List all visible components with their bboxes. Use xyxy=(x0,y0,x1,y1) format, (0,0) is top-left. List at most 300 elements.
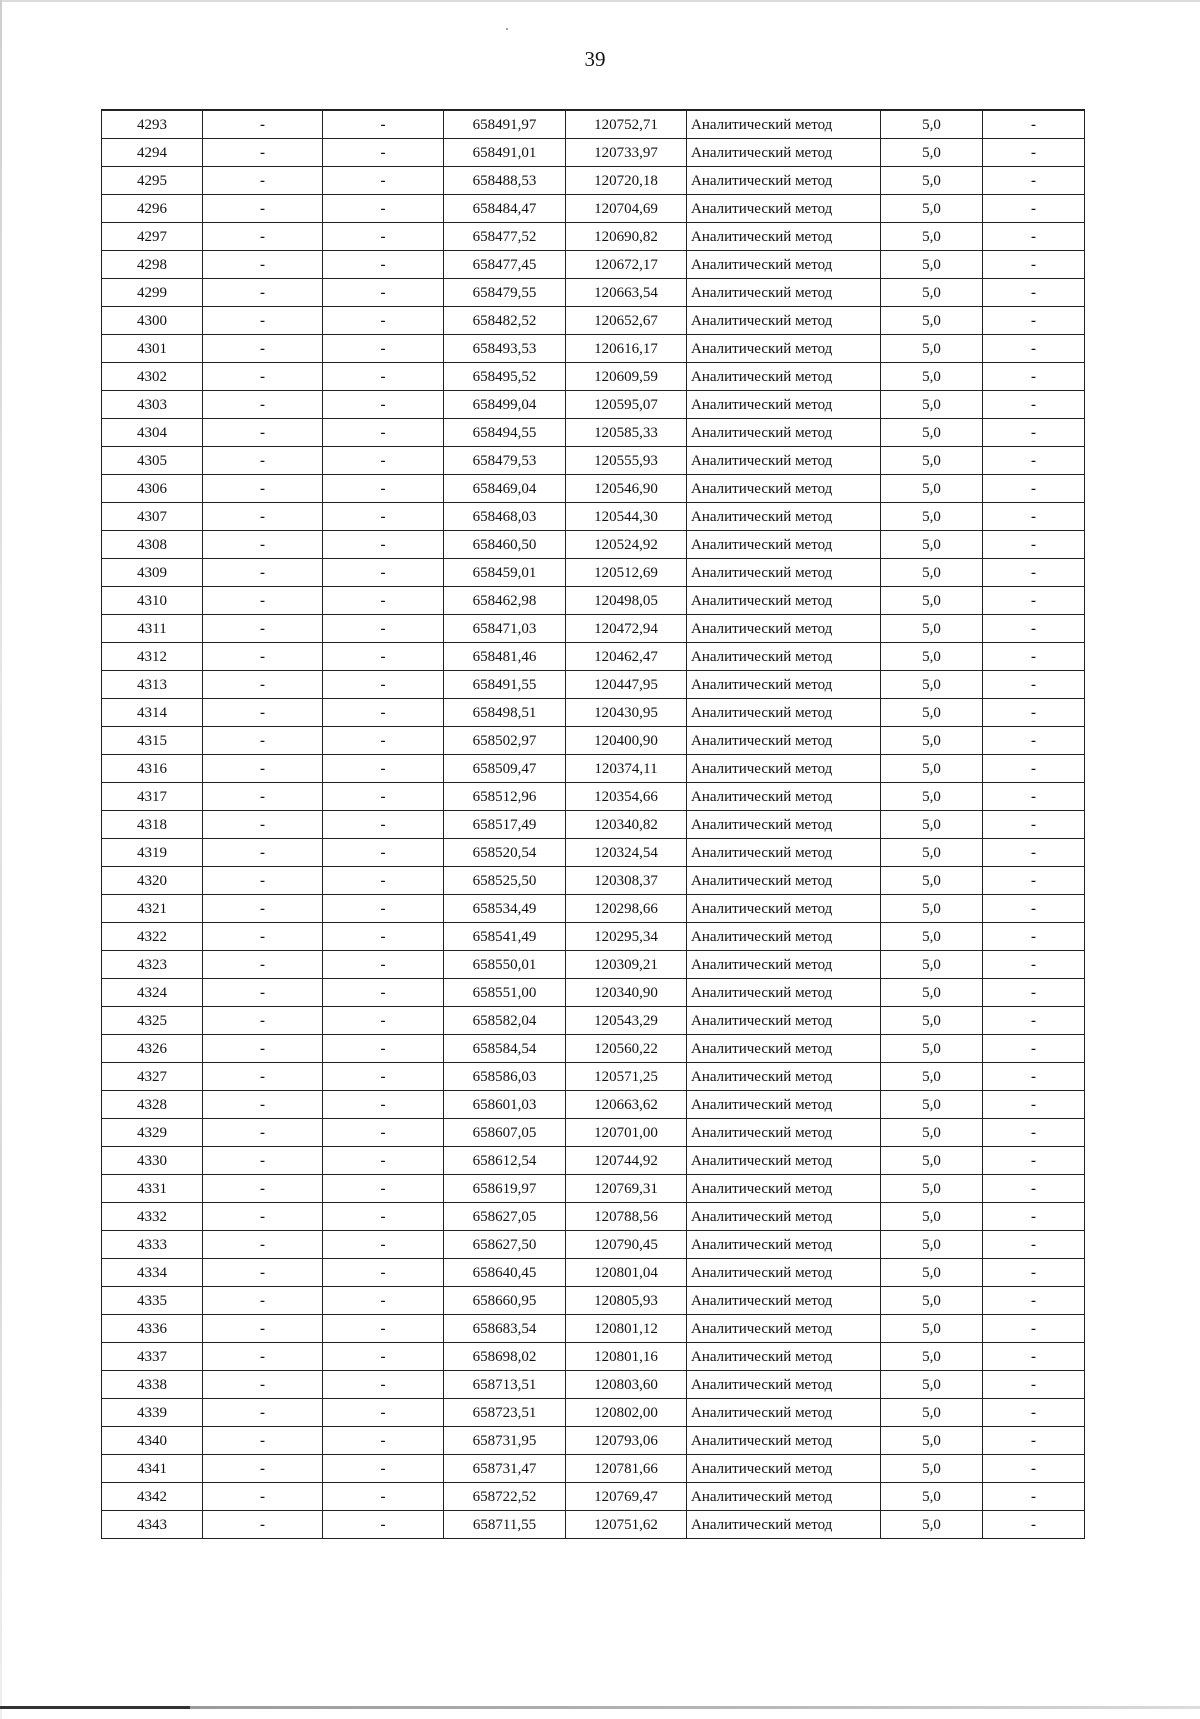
dash-cell-c: - xyxy=(983,867,1085,895)
x-coordinate-cell: 658550,01 xyxy=(444,951,566,979)
x-coordinate-cell: 658459,01 xyxy=(444,559,566,587)
dash-cell-a: - xyxy=(203,110,323,139)
table-row xyxy=(102,167,1085,195)
accuracy-cell: 5,0 xyxy=(881,1147,983,1175)
point-number-cell: 4323 xyxy=(102,951,203,979)
accuracy-cell: 5,0 xyxy=(881,1091,983,1119)
dash-cell-b: - xyxy=(323,727,444,755)
dash-cell-c: - xyxy=(983,475,1085,503)
y-coordinate-cell: 120788,56 xyxy=(566,1203,687,1231)
dash-cell-b: - xyxy=(323,643,444,671)
table-row xyxy=(102,1371,1085,1399)
method-cell: Аналитический метод xyxy=(687,139,881,167)
point-number-cell: 4335 xyxy=(102,1287,203,1315)
dash-cell-c: - xyxy=(983,391,1085,419)
dash-cell-c: - xyxy=(983,531,1085,559)
dash-cell-b: - xyxy=(323,979,444,1007)
table-row xyxy=(102,1231,1085,1259)
dash-cell-c: - xyxy=(983,839,1085,867)
dash-cell-b: - xyxy=(323,1371,444,1399)
dash-cell-b: - xyxy=(323,1175,444,1203)
table-row xyxy=(102,195,1085,223)
x-coordinate-cell: 658517,49 xyxy=(444,811,566,839)
y-coordinate-cell: 120430,95 xyxy=(566,699,687,727)
point-number-cell: 4343 xyxy=(102,1511,203,1539)
x-coordinate-cell: 658491,55 xyxy=(444,671,566,699)
x-coordinate-cell: 658711,55 xyxy=(444,1511,566,1539)
point-number-cell: 4304 xyxy=(102,419,203,447)
accuracy-cell: 5,0 xyxy=(881,1371,983,1399)
table-row xyxy=(102,1007,1085,1035)
point-number-cell: 4294 xyxy=(102,139,203,167)
point-number-cell: 4309 xyxy=(102,559,203,587)
point-number-cell: 4305 xyxy=(102,447,203,475)
method-cell: Аналитический метод xyxy=(687,671,881,699)
method-cell: Аналитический метод xyxy=(687,1231,881,1259)
table-row xyxy=(102,1287,1085,1315)
dash-cell-c: - xyxy=(983,979,1085,1007)
x-coordinate-cell: 658584,54 xyxy=(444,1035,566,1063)
dash-cell-c: - xyxy=(983,1315,1085,1343)
method-cell: Аналитический метод xyxy=(687,727,881,755)
method-cell: Аналитический метод xyxy=(687,1175,881,1203)
accuracy-cell: 5,0 xyxy=(881,1287,983,1315)
dash-cell-a: - xyxy=(203,363,323,391)
table-row xyxy=(102,1427,1085,1455)
dash-cell-b: - xyxy=(323,419,444,447)
point-number-cell: 4334 xyxy=(102,1259,203,1287)
accuracy-cell: 5,0 xyxy=(881,1063,983,1091)
y-coordinate-cell: 120571,25 xyxy=(566,1063,687,1091)
y-coordinate-cell: 120701,00 xyxy=(566,1119,687,1147)
dash-cell-c: - xyxy=(983,195,1085,223)
y-coordinate-cell: 120512,69 xyxy=(566,559,687,587)
dash-cell-a: - xyxy=(203,1119,323,1147)
point-number-cell: 4328 xyxy=(102,1091,203,1119)
point-number-cell: 4322 xyxy=(102,923,203,951)
point-number-cell: 4332 xyxy=(102,1203,203,1231)
method-cell: Аналитический метод xyxy=(687,615,881,643)
accuracy-cell: 5,0 xyxy=(881,1203,983,1231)
method-cell: Аналитический метод xyxy=(687,643,881,671)
dash-cell-b: - xyxy=(323,1399,444,1427)
accuracy-cell: 5,0 xyxy=(881,279,983,307)
dash-cell-b: - xyxy=(323,923,444,951)
method-cell: Аналитический метод xyxy=(687,1315,881,1343)
method-cell: Аналитический метод xyxy=(687,195,881,223)
accuracy-cell: 5,0 xyxy=(881,559,983,587)
accuracy-cell: 5,0 xyxy=(881,1511,983,1539)
dash-cell-b: - xyxy=(323,1343,444,1371)
table-row xyxy=(102,1343,1085,1371)
dash-cell-b: - xyxy=(323,1231,444,1259)
dash-cell-c: - xyxy=(983,895,1085,923)
dash-cell-c: - xyxy=(983,447,1085,475)
method-cell: Аналитический метод xyxy=(687,1119,881,1147)
dash-cell-c: - xyxy=(983,503,1085,531)
dash-cell-c: - xyxy=(983,727,1085,755)
point-number-cell: 4308 xyxy=(102,531,203,559)
point-number-cell: 4303 xyxy=(102,391,203,419)
dash-cell-b: - xyxy=(323,1427,444,1455)
dash-cell-c: - xyxy=(983,279,1085,307)
accuracy-cell: 5,0 xyxy=(881,1259,983,1287)
table-row xyxy=(102,923,1085,951)
method-cell: Аналитический метод xyxy=(687,531,881,559)
dash-cell-b: - xyxy=(323,1007,444,1035)
dash-cell-a: - xyxy=(203,1007,323,1035)
accuracy-cell: 5,0 xyxy=(881,587,983,615)
x-coordinate-cell: 658586,03 xyxy=(444,1063,566,1091)
dash-cell-c: - xyxy=(983,1483,1085,1511)
dash-cell-b: - xyxy=(323,895,444,923)
x-coordinate-cell: 658509,47 xyxy=(444,755,566,783)
x-coordinate-cell: 658722,52 xyxy=(444,1483,566,1511)
dash-cell-b: - xyxy=(323,531,444,559)
table-row xyxy=(102,895,1085,923)
point-number-cell: 4315 xyxy=(102,727,203,755)
point-number-cell: 4313 xyxy=(102,671,203,699)
table-row xyxy=(102,811,1085,839)
dash-cell-c: - xyxy=(983,1259,1085,1287)
table-row xyxy=(102,1483,1085,1511)
x-coordinate-cell: 658484,47 xyxy=(444,195,566,223)
table-row xyxy=(102,503,1085,531)
method-cell: Аналитический метод xyxy=(687,335,881,363)
y-coordinate-cell: 120802,00 xyxy=(566,1399,687,1427)
accuracy-cell: 5,0 xyxy=(881,195,983,223)
table-row xyxy=(102,1399,1085,1427)
method-cell: Аналитический метод xyxy=(687,1091,881,1119)
dash-cell-a: - xyxy=(203,1091,323,1119)
dash-cell-b: - xyxy=(323,559,444,587)
dash-cell-a: - xyxy=(203,727,323,755)
accuracy-cell: 5,0 xyxy=(881,867,983,895)
dash-cell-a: - xyxy=(203,755,323,783)
dash-cell-c: - xyxy=(983,167,1085,195)
scan-edge-bottom xyxy=(0,1706,1200,1709)
dash-cell-c: - xyxy=(983,643,1085,671)
accuracy-cell: 5,0 xyxy=(881,110,983,139)
table-row xyxy=(102,559,1085,587)
method-cell: Аналитический метод xyxy=(687,1287,881,1315)
table-row xyxy=(102,335,1085,363)
y-coordinate-cell: 120744,92 xyxy=(566,1147,687,1175)
point-number-cell: 4299 xyxy=(102,279,203,307)
y-coordinate-cell: 120585,33 xyxy=(566,419,687,447)
x-coordinate-cell: 658723,51 xyxy=(444,1399,566,1427)
y-coordinate-cell: 120769,47 xyxy=(566,1483,687,1511)
method-cell: Аналитический метод xyxy=(687,307,881,335)
dash-cell-c: - xyxy=(983,559,1085,587)
method-cell: Аналитический метод xyxy=(687,895,881,923)
method-cell: Аналитический метод xyxy=(687,1455,881,1483)
dash-cell-c: - xyxy=(983,1007,1085,1035)
x-coordinate-cell: 658612,54 xyxy=(444,1147,566,1175)
dash-cell-a: - xyxy=(203,307,323,335)
dash-cell-a: - xyxy=(203,923,323,951)
dash-cell-a: - xyxy=(203,867,323,895)
dash-cell-b: - xyxy=(323,1315,444,1343)
x-coordinate-cell: 658479,53 xyxy=(444,447,566,475)
dash-cell-a: - xyxy=(203,1371,323,1399)
x-coordinate-cell: 658469,04 xyxy=(444,475,566,503)
table-row xyxy=(102,783,1085,811)
x-coordinate-cell: 658498,51 xyxy=(444,699,566,727)
y-coordinate-cell: 120690,82 xyxy=(566,223,687,251)
dash-cell-c: - xyxy=(983,1427,1085,1455)
point-number-cell: 4329 xyxy=(102,1119,203,1147)
dash-cell-c: - xyxy=(983,923,1085,951)
x-coordinate-cell: 658468,03 xyxy=(444,503,566,531)
method-cell: Аналитический метод xyxy=(687,1483,881,1511)
point-number-cell: 4320 xyxy=(102,867,203,895)
x-coordinate-cell: 658627,50 xyxy=(444,1231,566,1259)
y-coordinate-cell: 120793,06 xyxy=(566,1427,687,1455)
dash-cell-c: - xyxy=(983,783,1085,811)
dash-cell-b: - xyxy=(323,110,444,139)
accuracy-cell: 5,0 xyxy=(881,503,983,531)
point-number-cell: 4293 xyxy=(102,110,203,139)
dash-cell-a: - xyxy=(203,167,323,195)
method-cell: Аналитический метод xyxy=(687,559,881,587)
dash-cell-a: - xyxy=(203,587,323,615)
x-coordinate-cell: 658488,53 xyxy=(444,167,566,195)
table-row xyxy=(102,475,1085,503)
dash-cell-b: - xyxy=(323,951,444,979)
point-number-cell: 4336 xyxy=(102,1315,203,1343)
accuracy-cell: 5,0 xyxy=(881,335,983,363)
point-number-cell: 4325 xyxy=(102,1007,203,1035)
dash-cell-a: - xyxy=(203,783,323,811)
method-cell: Аналитический метод xyxy=(687,167,881,195)
method-cell: Аналитический метод xyxy=(687,755,881,783)
x-coordinate-cell: 658479,55 xyxy=(444,279,566,307)
accuracy-cell: 5,0 xyxy=(881,1315,983,1343)
y-coordinate-cell: 120609,59 xyxy=(566,363,687,391)
table-row xyxy=(102,671,1085,699)
accuracy-cell: 5,0 xyxy=(881,1455,983,1483)
dash-cell-b: - xyxy=(323,363,444,391)
accuracy-cell: 5,0 xyxy=(881,1007,983,1035)
point-number-cell: 4321 xyxy=(102,895,203,923)
table-row xyxy=(102,1035,1085,1063)
method-cell: Аналитический метод xyxy=(687,503,881,531)
y-coordinate-cell: 120803,60 xyxy=(566,1371,687,1399)
table-row xyxy=(102,1175,1085,1203)
dash-cell-b: - xyxy=(323,1091,444,1119)
table-row xyxy=(102,139,1085,167)
dash-cell-a: - xyxy=(203,811,323,839)
accuracy-cell: 5,0 xyxy=(881,1399,983,1427)
dash-cell-b: - xyxy=(323,1483,444,1511)
table-row xyxy=(102,587,1085,615)
dash-cell-c: - xyxy=(983,1399,1085,1427)
point-number-cell: 4300 xyxy=(102,307,203,335)
table-row xyxy=(102,1455,1085,1483)
accuracy-cell: 5,0 xyxy=(881,615,983,643)
dash-cell-b: - xyxy=(323,1455,444,1483)
dash-cell-c: - xyxy=(983,1343,1085,1371)
method-cell: Аналитический метод xyxy=(687,419,881,447)
point-number-cell: 4301 xyxy=(102,335,203,363)
x-coordinate-cell: 658493,53 xyxy=(444,335,566,363)
point-number-cell: 4339 xyxy=(102,1399,203,1427)
accuracy-cell: 5,0 xyxy=(881,979,983,1007)
table-row xyxy=(102,979,1085,1007)
dash-cell-b: - xyxy=(323,615,444,643)
method-cell: Аналитический метод xyxy=(687,979,881,1007)
y-coordinate-cell: 120595,07 xyxy=(566,391,687,419)
scan-edge-top xyxy=(0,0,1200,2)
table-row xyxy=(102,110,1085,139)
dash-cell-b: - xyxy=(323,1511,444,1539)
dash-cell-b: - xyxy=(323,447,444,475)
dash-cell-a: - xyxy=(203,419,323,447)
dash-cell-a: - xyxy=(203,391,323,419)
y-coordinate-cell: 120781,66 xyxy=(566,1455,687,1483)
dash-cell-b: - xyxy=(323,839,444,867)
dash-cell-b: - xyxy=(323,699,444,727)
dash-cell-a: - xyxy=(203,699,323,727)
accuracy-cell: 5,0 xyxy=(881,727,983,755)
dash-cell-c: - xyxy=(983,307,1085,335)
method-cell: Аналитический метод xyxy=(687,587,881,615)
accuracy-cell: 5,0 xyxy=(881,811,983,839)
dash-cell-a: - xyxy=(203,195,323,223)
dash-cell-c: - xyxy=(983,1455,1085,1483)
dash-cell-c: - xyxy=(983,1175,1085,1203)
point-number-cell: 4306 xyxy=(102,475,203,503)
accuracy-cell: 5,0 xyxy=(881,671,983,699)
dash-cell-a: - xyxy=(203,1427,323,1455)
dash-cell-c: - xyxy=(983,363,1085,391)
accuracy-cell: 5,0 xyxy=(881,223,983,251)
method-cell: Аналитический метод xyxy=(687,923,881,951)
table-row xyxy=(102,699,1085,727)
table-row xyxy=(102,755,1085,783)
accuracy-cell: 5,0 xyxy=(881,307,983,335)
dash-cell-b: - xyxy=(323,783,444,811)
dash-cell-a: - xyxy=(203,559,323,587)
x-coordinate-cell: 658481,46 xyxy=(444,643,566,671)
dash-cell-c: - xyxy=(983,811,1085,839)
dash-cell-a: - xyxy=(203,839,323,867)
dash-cell-b: - xyxy=(323,1147,444,1175)
point-number-cell: 4341 xyxy=(102,1455,203,1483)
dash-cell-b: - xyxy=(323,1063,444,1091)
dash-cell-c: - xyxy=(983,587,1085,615)
dash-cell-a: - xyxy=(203,1315,323,1343)
dash-cell-c: - xyxy=(983,951,1085,979)
accuracy-cell: 5,0 xyxy=(881,531,983,559)
point-number-cell: 4326 xyxy=(102,1035,203,1063)
x-coordinate-cell: 658541,49 xyxy=(444,923,566,951)
point-number-cell: 4296 xyxy=(102,195,203,223)
x-coordinate-cell: 658477,45 xyxy=(444,251,566,279)
y-coordinate-cell: 120298,66 xyxy=(566,895,687,923)
point-number-cell: 4337 xyxy=(102,1343,203,1371)
method-cell: Аналитический метод xyxy=(687,811,881,839)
y-coordinate-cell: 120616,17 xyxy=(566,335,687,363)
x-coordinate-cell: 658499,04 xyxy=(444,391,566,419)
table-row xyxy=(102,867,1085,895)
dash-cell-c: - xyxy=(983,1063,1085,1091)
method-cell: Аналитический метод xyxy=(687,1511,881,1539)
point-number-cell: 4311 xyxy=(102,615,203,643)
accuracy-cell: 5,0 xyxy=(881,923,983,951)
dash-cell-a: - xyxy=(203,139,323,167)
method-cell: Аналитический метод xyxy=(687,699,881,727)
x-coordinate-cell: 658731,95 xyxy=(444,1427,566,1455)
accuracy-cell: 5,0 xyxy=(881,839,983,867)
y-coordinate-cell: 120472,94 xyxy=(566,615,687,643)
y-coordinate-cell: 120672,17 xyxy=(566,251,687,279)
table-row xyxy=(102,391,1085,419)
dash-cell-b: - xyxy=(323,195,444,223)
accuracy-cell: 5,0 xyxy=(881,1231,983,1259)
dash-cell-a: - xyxy=(203,1483,323,1511)
table-body xyxy=(102,110,1085,1539)
dash-cell-b: - xyxy=(323,139,444,167)
dash-cell-c: - xyxy=(983,1511,1085,1539)
dash-cell-a: - xyxy=(203,1203,323,1231)
x-coordinate-cell: 658582,04 xyxy=(444,1007,566,1035)
table-row xyxy=(102,727,1085,755)
dash-cell-a: - xyxy=(203,503,323,531)
dash-cell-c: - xyxy=(983,1035,1085,1063)
x-coordinate-cell: 658534,49 xyxy=(444,895,566,923)
dash-cell-c: - xyxy=(983,1119,1085,1147)
dash-cell-c: - xyxy=(983,1287,1085,1315)
x-coordinate-cell: 658660,95 xyxy=(444,1287,566,1315)
dash-cell-b: - xyxy=(323,1259,444,1287)
method-cell: Аналитический метод xyxy=(687,1007,881,1035)
x-coordinate-cell: 658460,50 xyxy=(444,531,566,559)
dash-cell-a: - xyxy=(203,447,323,475)
point-number-cell: 4340 xyxy=(102,1427,203,1455)
x-coordinate-cell: 658495,52 xyxy=(444,363,566,391)
dash-cell-b: - xyxy=(323,279,444,307)
dash-cell-c: - xyxy=(983,615,1085,643)
table-row xyxy=(102,1315,1085,1343)
y-coordinate-cell: 120733,97 xyxy=(566,139,687,167)
x-coordinate-cell: 658601,03 xyxy=(444,1091,566,1119)
dash-cell-c: - xyxy=(983,755,1085,783)
dash-cell-a: - xyxy=(203,1147,323,1175)
point-number-cell: 4330 xyxy=(102,1147,203,1175)
accuracy-cell: 5,0 xyxy=(881,755,983,783)
table-row xyxy=(102,223,1085,251)
dash-cell-a: - xyxy=(203,1455,323,1483)
method-cell: Аналитический метод xyxy=(687,223,881,251)
accuracy-cell: 5,0 xyxy=(881,783,983,811)
x-coordinate-cell: 658731,47 xyxy=(444,1455,566,1483)
x-coordinate-cell: 658619,97 xyxy=(444,1175,566,1203)
x-coordinate-cell: 658627,05 xyxy=(444,1203,566,1231)
dash-cell-b: - xyxy=(323,223,444,251)
x-coordinate-cell: 658683,54 xyxy=(444,1315,566,1343)
dash-cell-a: - xyxy=(203,475,323,503)
x-coordinate-cell: 658520,54 xyxy=(444,839,566,867)
y-coordinate-cell: 120751,62 xyxy=(566,1511,687,1539)
dash-cell-b: - xyxy=(323,587,444,615)
table-row xyxy=(102,643,1085,671)
method-cell: Аналитический метод xyxy=(687,1399,881,1427)
point-number-cell: 4316 xyxy=(102,755,203,783)
y-coordinate-cell: 120354,66 xyxy=(566,783,687,811)
y-coordinate-cell: 120801,16 xyxy=(566,1343,687,1371)
